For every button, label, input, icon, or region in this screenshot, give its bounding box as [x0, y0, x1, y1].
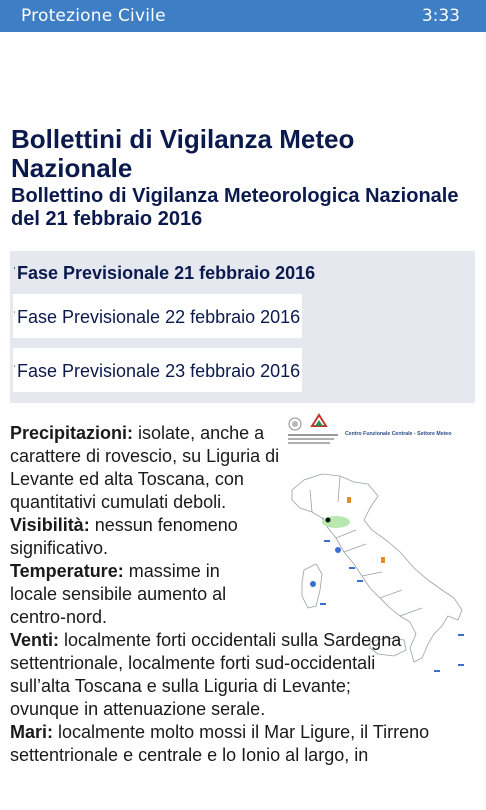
bulletin-value: nessun fenomeno significativo.: [10, 515, 238, 558]
bulletin-paragraph: [10, 560, 250, 629]
bulletin-text: [10, 422, 480, 767]
app-title: Protezione Civile: [21, 6, 166, 26]
bulletin-label: Mari:: [10, 722, 54, 742]
page-header: [11, 125, 481, 231]
bulletin-label: Venti:: [10, 630, 60, 650]
bulletin-paragraph: [10, 721, 470, 767]
bulletin-paragraph: [10, 422, 280, 514]
bulletin-paragraph: [10, 514, 280, 560]
clock: 3:33: [421, 6, 460, 26]
bulletin-label: Visibilità:: [10, 515, 90, 535]
tab-marker-icon: ʾ: [13, 310, 16, 320]
bulletin-value: localmente molto mossi il Mar Ligure, il Tirreno settentrionale e centrale e lo Ionio al largo, in: [10, 722, 430, 765]
bulletin-value: isolate, anche a carattere di rovescio, su Liguria di Levante ed alta Toscana, con quantitativi cumulati deboli.: [10, 423, 280, 512]
page-subtitle: Bollettino di Vigilanza Meteorologica Nazionale del 21 febbraio 2016: [11, 185, 459, 230]
forecast-phase-tabs: [10, 251, 475, 403]
bulletin-paragraph: [10, 629, 410, 721]
tab-fase-23[interactable]: [13, 348, 302, 392]
page-title: Bollettini di Vigilanza Meteo Nazionale: [11, 124, 355, 183]
tab-label: Fase Previsionale 21 febbraio 2016: [17, 263, 316, 283]
bulletin-value: massime in locale sensibile aumento al centro-nord.: [10, 561, 227, 627]
bulletin-label: Precipitazioni:: [10, 423, 134, 443]
tab-fase-21[interactable]: [13, 259, 315, 287]
tab-label: Fase Previsionale 23 febbraio 2016: [17, 361, 301, 381]
status-bar: [0, 0, 486, 32]
tab-fase-22[interactable]: [13, 294, 302, 338]
bulletin-label: Temperature:: [10, 561, 124, 581]
tab-marker-icon: ʾ: [13, 266, 16, 276]
tab-marker-icon: ʾ: [13, 364, 16, 374]
map-logo-label: Centro Funzionale Centrale - Settore Meteo: [345, 431, 452, 437]
bulletin-value: localmente forti occidentali sulla Sardegna settentrionale, localmente forti sud-occidentali sull’alta Toscana e sulla Liguria di Levante; ovunque in attenuazione serale.: [10, 630, 402, 719]
tab-label: Fase Previsionale 22 febbraio 2016: [17, 307, 301, 327]
